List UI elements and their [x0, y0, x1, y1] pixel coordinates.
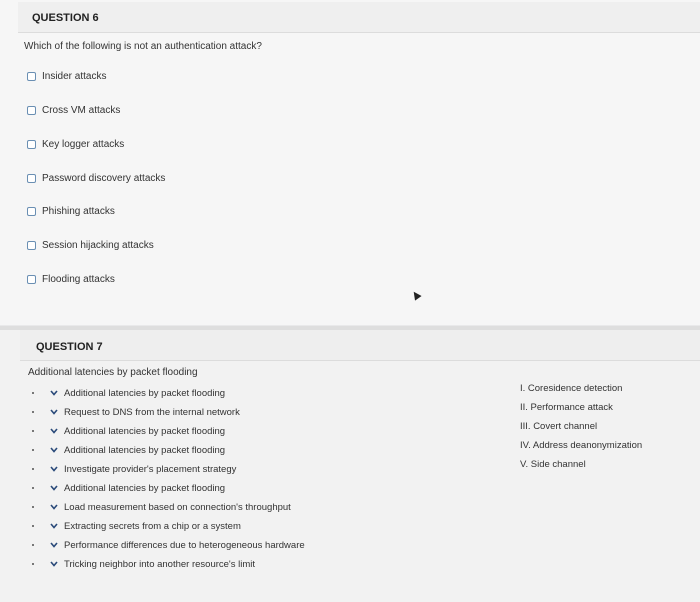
dropdown-selected-value: Load measurement based on connection's throughput [64, 501, 291, 513]
answer-choice: III. Covert channel [520, 421, 598, 432]
matching-dropdown[interactable] [32, 481, 225, 495]
dropdown-selected-value: Additional latencies by packet flooding [64, 482, 226, 494]
dropdown-selected-value: Additional latencies by packet flooding [64, 387, 226, 399]
chevron-down-icon[interactable] [50, 409, 58, 415]
answer-choice: I. Coresidence detection [520, 383, 623, 394]
bullet [32, 544, 34, 546]
bullet [32, 392, 34, 394]
question-6-title: QUESTION 6 [32, 12, 99, 24]
chevron-down-icon[interactable] [50, 561, 58, 567]
question-6-header [18, 2, 700, 33]
option-label: Session hijacking attacks [42, 239, 154, 251]
bullet [32, 411, 34, 413]
dropdown-selected-value: Investigate provider's placement strategy [64, 463, 237, 475]
option-label: Insider attacks [42, 70, 107, 82]
chevron-down-icon[interactable] [50, 428, 58, 434]
checkbox[interactable] [27, 140, 36, 149]
chevron-down-icon[interactable] [50, 390, 58, 396]
checkbox[interactable] [27, 207, 36, 216]
dropdown-selected-value: Extracting secrets from a chip or a system [64, 520, 241, 532]
question-7-title: QUESTION 7 [36, 341, 103, 353]
answer-choices-list [520, 382, 642, 477]
matching-dropdown[interactable] [32, 500, 291, 514]
chevron-down-icon[interactable] [50, 523, 58, 529]
option-label: Key logger attacks [42, 138, 125, 150]
question-6-prompt: Which of the following is not an authentication attack? [24, 41, 262, 52]
question-7-panel [0, 330, 700, 602]
chevron-down-icon[interactable] [50, 504, 58, 510]
option-key-logger-attacks[interactable] [27, 137, 124, 151]
checkbox[interactable] [27, 174, 36, 183]
matching-dropdown[interactable] [32, 519, 241, 533]
chevron-down-icon[interactable] [50, 485, 58, 491]
option-phishing-attacks[interactable] [27, 204, 115, 218]
matching-dropdown[interactable] [32, 405, 240, 419]
bullet [32, 563, 34, 565]
chevron-down-icon[interactable] [50, 542, 58, 548]
question-7-prompt: Additional latencies by packet flooding [28, 367, 198, 378]
matching-dropdown[interactable] [32, 557, 255, 571]
option-insider-attacks[interactable] [27, 69, 106, 83]
checkbox[interactable] [27, 106, 36, 115]
bullet [32, 506, 34, 508]
answer-choice: II. Performance attack [520, 402, 613, 413]
chevron-down-icon[interactable] [50, 447, 58, 453]
answer-choice: V. Side channel [520, 459, 586, 470]
mouse-cursor-icon [410, 289, 421, 300]
option-label: Cross VM attacks [42, 104, 121, 116]
option-label: Phishing attacks [42, 205, 115, 217]
checkbox[interactable] [27, 241, 36, 250]
bullet [32, 430, 34, 432]
dropdown-selected-value: Additional latencies by packet flooding [64, 425, 226, 437]
bullet [32, 449, 34, 451]
option-label: Password discovery attacks [42, 172, 166, 184]
option-session-hijacking-attacks[interactable] [27, 238, 154, 252]
option-flooding-attacks[interactable] [27, 272, 115, 286]
bullet [32, 487, 34, 489]
bullet [32, 525, 34, 527]
question-7-header [20, 330, 700, 361]
chevron-down-icon[interactable] [50, 466, 58, 472]
dropdown-selected-value: Additional latencies by packet flooding [64, 444, 226, 456]
matching-dropdown[interactable] [32, 424, 225, 438]
matching-dropdown[interactable] [32, 538, 305, 552]
bullet [32, 468, 34, 470]
dropdown-selected-value: Tricking neighbor into another resource's limit [64, 558, 256, 570]
matching-dropdown[interactable] [32, 462, 236, 476]
checkbox[interactable] [27, 72, 36, 81]
option-label: Flooding attacks [42, 273, 115, 285]
option-cross-vm-attacks[interactable] [27, 103, 120, 117]
matching-dropdown[interactable] [32, 443, 225, 457]
dropdown-selected-value: Request to DNS from the internal network [64, 406, 240, 418]
answer-choice: IV. Address deanonymization [520, 440, 643, 451]
dropdown-selected-value: Performance differences due to heterogeneous hardware [64, 539, 305, 551]
checkbox[interactable] [27, 275, 36, 284]
option-password-discovery-attacks[interactable] [27, 171, 165, 185]
matching-dropdown[interactable] [32, 386, 225, 400]
